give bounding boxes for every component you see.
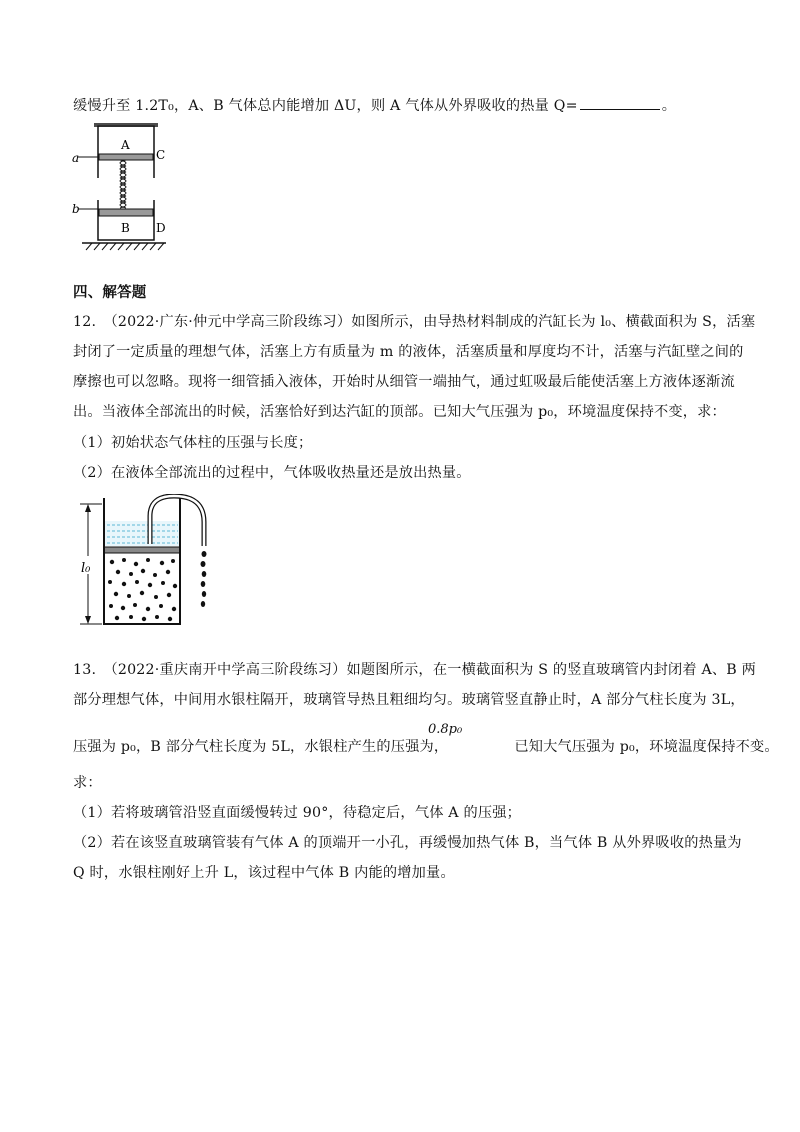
q11-figure <box>70 122 180 257</box>
label-l0: l₀ <box>81 561 91 576</box>
gas-particles <box>108 558 177 621</box>
q13-line1: 13. （2022·重庆南开中学高三阶段练习）如题图所示，在一横截面积为 S 的竖直玻璃管内封闭着 A、B 两 <box>73 662 757 678</box>
dripping-liquid <box>201 551 207 607</box>
spring <box>120 160 126 208</box>
q13-line4: 求： <box>73 775 102 791</box>
q13-line7: Q 时，水银柱刚好上升 L，该过程中气体 B 内能的增加量。 <box>73 865 455 881</box>
piston-a <box>99 154 153 160</box>
q12-line5: （1）初始状态气体柱的压强与长度； <box>73 435 313 451</box>
q12-line4: 出。当液体全部流出的时候，活塞恰好到达汽缸的顶部。已知大气压强为 p₀，环境温度保持不变，求： <box>73 404 726 420</box>
q12-line2: 封闭了一定质量的理想气体，活塞上方有质量为 m 的液体，活塞质量和厚度均不计，活塞与汽缸壁之间的 <box>73 344 744 360</box>
q11-line1: 缓慢升至 1.2T₀，A、B 气体总内能增加 ΔU，则 A 气体从外界吸收的热量 Q= <box>73 98 578 114</box>
piston-b <box>99 209 153 216</box>
ground <box>82 243 166 250</box>
q12-figure <box>74 494 224 629</box>
answer-blank[interactable] <box>580 95 660 110</box>
q12-line1: 12. （2022·广东·仲元中学高三阶段练习）如图所示，由导热材料制成的汽缸长为 l₀、横截面积为 S，活塞 <box>73 314 756 330</box>
q12-line6: （2）在液体全部流出的过程中，气体吸收热量还是放出热量。 <box>73 465 471 481</box>
label-D: D <box>156 221 166 235</box>
q11-line1-end: 。 <box>661 98 677 114</box>
section-heading: 四、解答题 <box>73 285 147 301</box>
q13-line5: （1）若将玻璃管沿竖直面缓慢转过 90°，待稳定后，气体 A 的压强； <box>73 805 522 821</box>
q13-line6: （2）若在该竖直玻璃管装有气体 A 的顶端开一小孔，再缓慢加热气体 B，当气体 B 从外界吸收的热量为 <box>73 835 742 851</box>
piston <box>104 547 180 553</box>
q13-line2: 部分理想气体，中间用水银柱隔开，玻璃管导热且粗细均匀。玻璃管竖直静止时，A 部分气柱长度为 3L， <box>73 692 745 708</box>
q12-line3: 摩擦也可以忽略。现将一细管插入液体，开始时从细管一端抽气，通过虹吸最后能使活塞上方液体逐渐流 <box>73 374 735 390</box>
label-A: A <box>121 138 130 152</box>
q13-line3b: 已知大气压强为 p₀，环境温度保持不变。 <box>514 739 779 755</box>
q13-line3a: 压强为 p₀，B 部分气柱长度为 5L，水银柱产生的压强为， <box>73 739 449 755</box>
label-a: a <box>72 151 80 165</box>
cylinder <box>104 498 180 624</box>
q13-line3 <box>73 737 779 757</box>
label-b: b <box>72 202 80 216</box>
label-C: C <box>156 148 166 162</box>
q13-fraction: 0.8p₀ <box>428 722 463 737</box>
label-B: B <box>121 221 130 235</box>
q11-text <box>73 95 676 116</box>
